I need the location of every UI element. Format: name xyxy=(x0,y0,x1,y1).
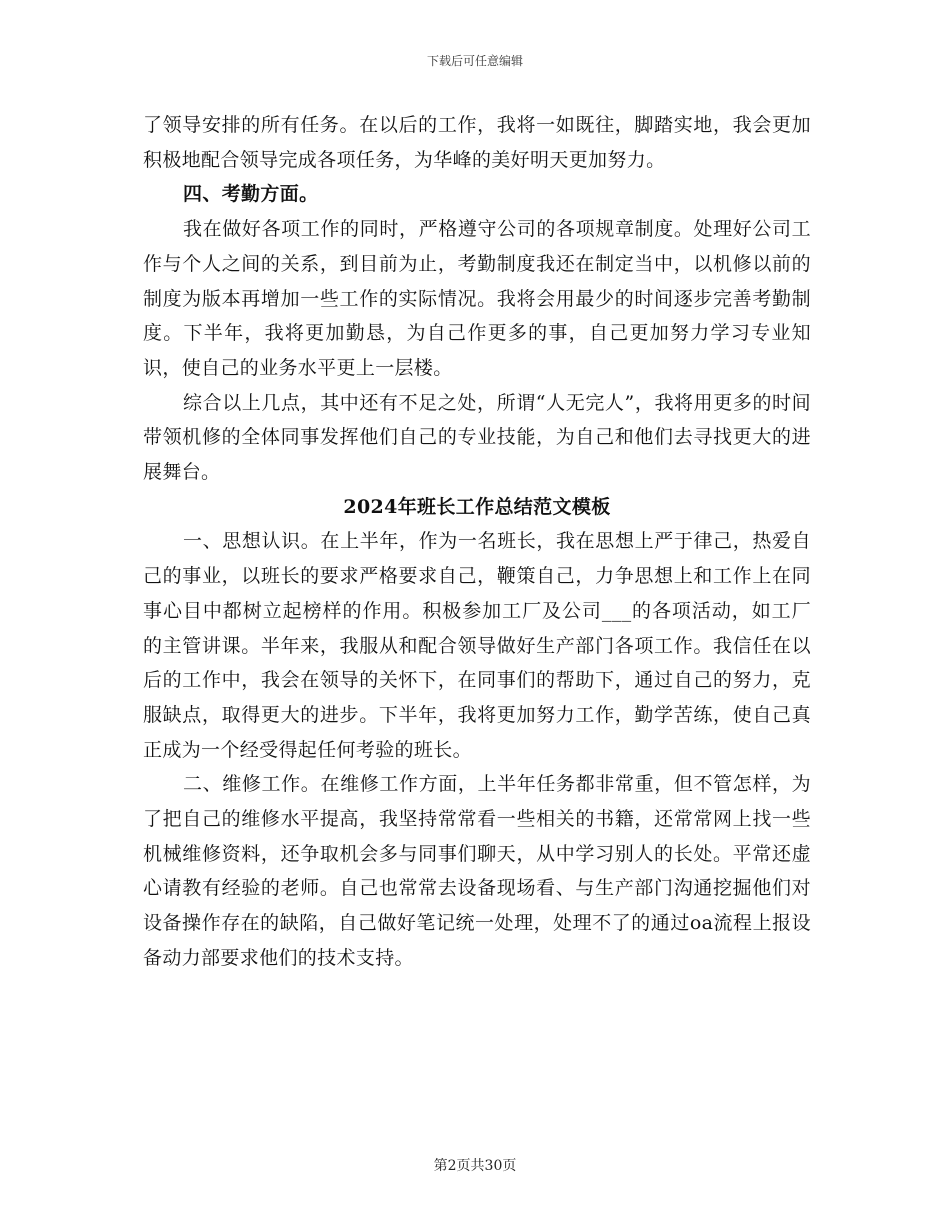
page-header: 下载后可任意编辑 xyxy=(426,54,523,68)
paragraph-attendance: 我在做好各项工作的同时，严格遵守公司的各项规章制度。处理好公司工作与个人之间的关系，到目前为止，考勤制度我还在制定当中，以机修以前的制度为版本再增加一些工作的实际情况。我将会用最少的时间逐步完善考勤制度。下半年，我将更加勤恳，为自己作更多的事，自己更加努力学习专业知识，使自己的业务水平更上一层楼。 xyxy=(143,218,811,379)
section-heading-attendance: 四、考勤方面。 xyxy=(183,183,319,206)
paragraph-continuation: 了领导安排的所有任务。在以后的工作，我将一如既往，脚踏实地，我会更加积极地配合领导完成各项任务，为华峰的美好明天更加努力。 xyxy=(143,114,811,171)
paragraph-maintenance: 二、维修工作。在维修工作方面，上半年任务都非常重，但不管怎样，为了把自己的维修水平提高，我坚持常常看一些相关的书籍，还常常网上找一些机械维修资料，还争取机会多与同事们聊天，从中学习别人的长处。平常还虚心请教有经验的老师。自己也常常去设备现场看、与生产部门沟通挖掘他们对设备操作存在的缺陷，自己做好笔记统一处理，处理不了的通过oa流程上报设备动力部要求他们的技术支持。 xyxy=(143,773,811,969)
paragraph-summary: 综合以上几点，其中还有不足之处，所谓“人无完人”，我将用更多的时间带领机修的全体同事发挥他们自己的专业技能，为自己和他们去寻找更大的进展舞台。 xyxy=(143,391,811,484)
paragraph-thinking: 一、思想认识。在上半年，作为一名班长，我在思想上严于律己，热爱自己的事业，以班长的要求严格要求自己，鞭策自己，力争思想上和工作上在同事心目中都树立起榜样的作用。积极参加工厂及公司___的各项活动，如工厂的主管讲课。半年来，我服从和配合领导做好生产部门各项工作。我信任在以后的工作中，我会在领导的关怀下，在同事们的帮助下，通过自己的努力，克服缺点，取得更大的进步。下半年，我将更加努力工作，勤学苦练，使自己真正成为一个经受得起任何考验的班长。 xyxy=(143,530,811,761)
document-title: 2024年班长工作总结范文模板 xyxy=(343,495,611,518)
document-body xyxy=(143,108,811,976)
page-number: 第2页共30页 xyxy=(433,1158,517,1174)
